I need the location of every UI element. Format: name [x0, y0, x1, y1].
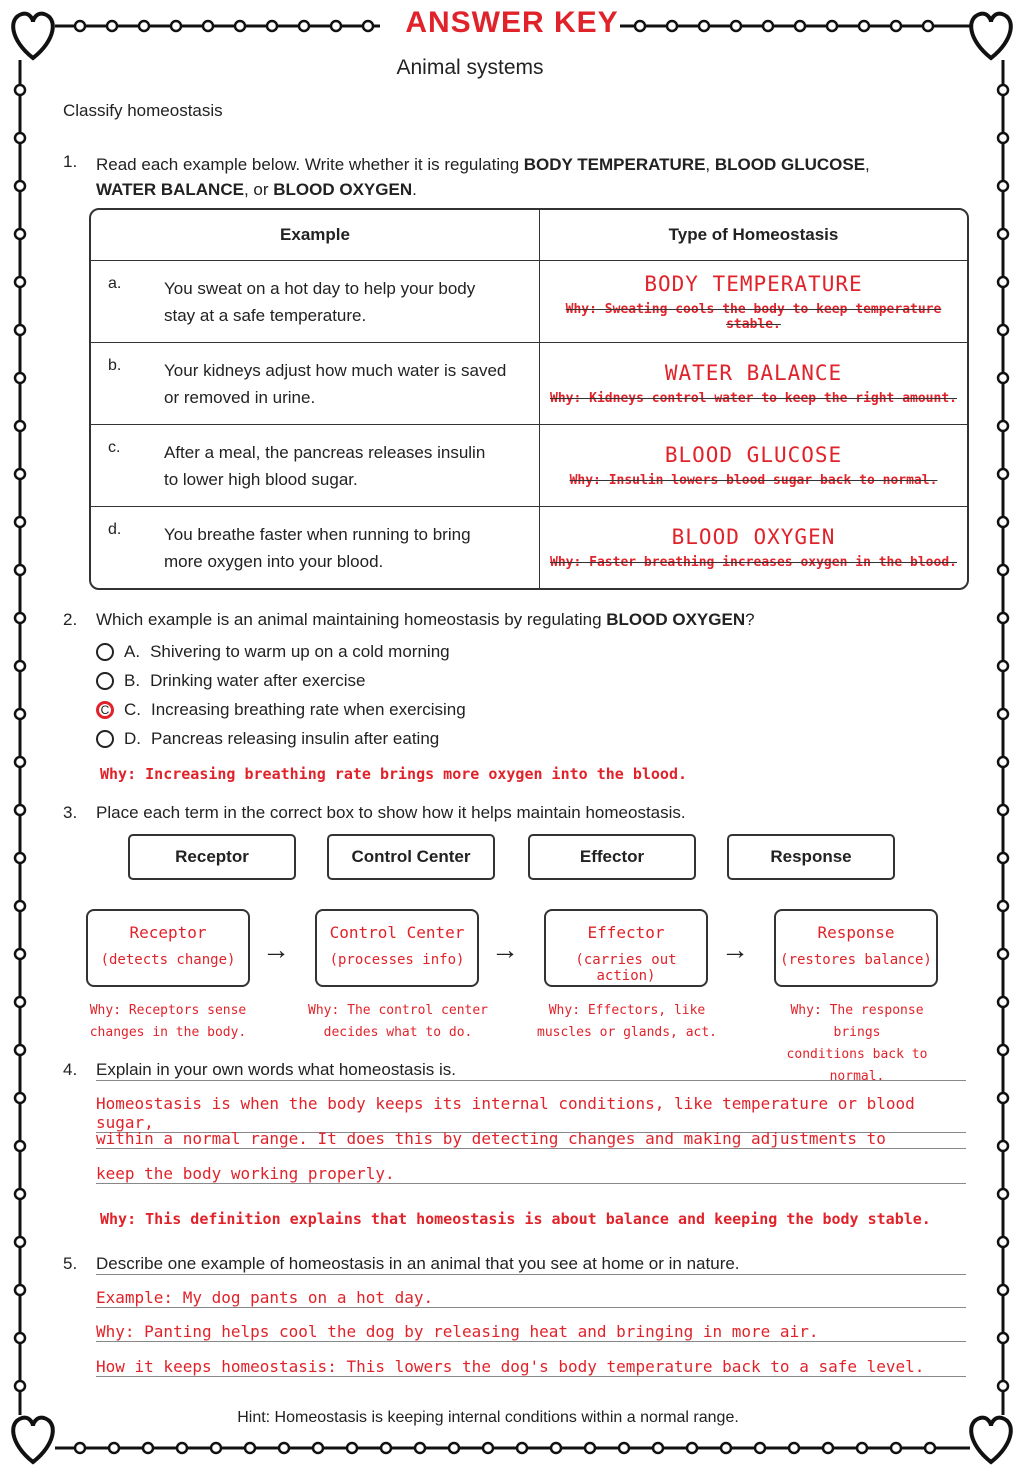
border-bead — [15, 85, 25, 95]
border-bead — [998, 1189, 1008, 1199]
border-bead — [15, 1189, 25, 1199]
border-bead — [998, 853, 1008, 863]
border-bead — [15, 709, 25, 719]
term-box-control-center[interactable]: Control Center — [327, 834, 495, 880]
why-line: decides what to do. — [323, 1025, 473, 1040]
border-bead — [857, 1443, 867, 1453]
question-4-prompt: Explain in your own words what homeostasis is. — [96, 1060, 966, 1081]
example-cell — [91, 425, 540, 507]
flow-step-name: Receptor — [129, 923, 207, 942]
border-bead — [998, 325, 1008, 335]
flow-why-receptor — [78, 1000, 258, 1044]
border-bead — [998, 661, 1008, 671]
term-box-response[interactable]: Response — [727, 834, 895, 880]
page-title: ANSWER KEY — [405, 6, 619, 39]
border-bead — [551, 1443, 561, 1453]
answer-line[interactable]: Example: My dog pants on a hot day. — [96, 1288, 966, 1308]
question-4-why: Why: This definition explains that homeostasis is about balance and keeping the body stable. — [100, 1210, 931, 1228]
type-cell[interactable] — [540, 425, 967, 507]
type-why: Why: Sweating cools the body to keep temperature stable. — [565, 301, 942, 332]
radio-bubble[interactable] — [96, 730, 114, 748]
heart-icon — [971, 1418, 1011, 1462]
example-line: You breathe faster when running to bring — [164, 524, 471, 544]
border-bead — [998, 757, 1008, 767]
table-header-example: Example — [91, 210, 540, 261]
arrow-right-icon: → — [262, 934, 290, 965]
table-row — [91, 261, 967, 343]
border-bead — [75, 1443, 85, 1453]
border-bead — [998, 85, 1008, 95]
hint-text: Hint: Homeostasis is keeping internal conditions within a normal range. — [237, 1409, 739, 1426]
border-bead — [998, 709, 1008, 719]
border-bead — [925, 1443, 935, 1453]
answer-line[interactable]: Homeostasis is when the body keeps its internal conditions, like temperature or blood sugar, — [96, 1094, 966, 1133]
selected-mark: C — [100, 703, 110, 717]
section-label: Classify homeostasis — [63, 101, 223, 120]
question-number: 3. — [63, 803, 78, 822]
prompt-line: WATER BALANCE, or BLOOD OXYGEN. — [96, 180, 417, 199]
type-why: Why: Kidneys control water to keep the right amount. — [550, 391, 957, 406]
type-answer: BLOOD GLUCOSE — [664, 443, 843, 467]
question-2-why: Why: Increasing breathing rate brings more oxygen into the blood. — [100, 765, 687, 783]
flow-box-control-center — [315, 909, 479, 987]
arrow-right-icon: → — [491, 934, 519, 965]
border-bead — [15, 661, 25, 671]
example-line: stay at a safe temperature. — [164, 305, 367, 325]
table-header-type: Type of Homeostasis — [540, 210, 967, 261]
border-bead — [998, 1237, 1008, 1247]
flow-step-desc: (processes info) — [329, 952, 465, 968]
border-bead — [415, 1443, 425, 1453]
border-bead — [998, 181, 1008, 191]
border-bead — [15, 1333, 25, 1343]
row-letter: c. — [108, 438, 121, 456]
border-bead — [177, 1443, 187, 1453]
answer-option-a[interactable] — [96, 642, 450, 662]
border-bead — [109, 1443, 119, 1453]
option-key: B. — [124, 671, 141, 690]
border-bead — [15, 1381, 25, 1391]
border-bead — [143, 1443, 153, 1453]
border-bead — [211, 1443, 221, 1453]
why-line: muscles or glands, act. — [537, 1025, 718, 1040]
example-text — [164, 357, 524, 411]
flow-box-response — [774, 909, 938, 987]
flow-box-receptor — [86, 909, 250, 987]
answer-line[interactable]: Why: Panting helps cool the dog by releasing heat and bringing in more air. — [96, 1322, 966, 1342]
term-box-receptor[interactable]: Receptor — [128, 834, 296, 880]
border-bead — [998, 1093, 1008, 1103]
example-cell — [91, 343, 540, 425]
border-bead — [998, 805, 1008, 815]
answer-line[interactable]: How it keeps homeostasis: This lowers the dog's body temperature back to a safe level. — [96, 1357, 966, 1377]
example-text — [164, 275, 524, 329]
question-3-prompt: Place each term in the correct box to show how it helps maintain homeostasis. — [96, 803, 686, 822]
border-bead — [998, 421, 1008, 431]
border-bead — [449, 1443, 459, 1453]
border-bead — [998, 613, 1008, 623]
border-bead — [998, 517, 1008, 527]
border-bead — [15, 613, 25, 623]
question-2-prompt: Which example is an animal maintaining homeostasis by regulating BLOOD OXYGEN? — [96, 610, 755, 629]
border-bead — [15, 181, 25, 191]
prompt-line: Read each example below. Write whether it is regulating BODY TEMPERATURE, BLOOD GLUCOSE, — [96, 155, 870, 174]
row-letter: b. — [108, 356, 122, 374]
question-5-prompt: Describe one example of homeostasis in an animal that you see at home or in nature. — [96, 1254, 966, 1275]
border-bead — [15, 949, 25, 959]
border-bead — [15, 469, 25, 479]
border-bead — [998, 949, 1008, 959]
table-row — [91, 343, 967, 425]
border-bead — [998, 565, 1008, 575]
border-bead — [721, 1443, 731, 1453]
type-cell[interactable] — [540, 343, 967, 425]
border-bead — [998, 133, 1008, 143]
radio-bubble[interactable] — [96, 672, 114, 690]
example-line: Your kidneys adjust how much water is saved — [164, 360, 507, 380]
answer-option-d[interactable] — [96, 729, 439, 749]
option-text: Shivering to warm up on a cold morning — [150, 642, 450, 661]
border-bead — [15, 997, 25, 1007]
example-line: After a meal, the pancreas releases insulin — [164, 442, 486, 462]
border-bead — [15, 757, 25, 767]
border-bead — [15, 1093, 25, 1103]
radio-bubble[interactable] — [96, 643, 114, 661]
border-bead — [15, 133, 25, 143]
border-bead — [998, 997, 1008, 1007]
question-1-prompt — [96, 152, 966, 202]
border-bead — [998, 1381, 1008, 1391]
term-box-effector[interactable]: Effector — [528, 834, 696, 880]
border-bead — [15, 517, 25, 527]
border-bead — [998, 373, 1008, 383]
border-bead — [998, 229, 1008, 239]
option-text: Pancreas releasing insulin after eating — [151, 729, 440, 748]
flow-step-desc: (detects change) — [100, 952, 236, 968]
question-number: 4. — [63, 1060, 78, 1079]
question-number: 2. — [63, 610, 78, 629]
table-row — [91, 507, 967, 588]
border-bead — [687, 1443, 697, 1453]
option-text: Increasing breathing rate when exercising — [151, 700, 466, 719]
type-answer: BODY TEMPERATURE — [644, 271, 863, 296]
type-why: Why: Faster breathing increases oxygen in the blood. — [550, 555, 957, 570]
border-bead — [998, 1141, 1008, 1151]
flow-box-effector — [544, 909, 708, 987]
example-line: to lower high blood sugar. — [164, 469, 358, 489]
border-bead — [891, 1443, 901, 1453]
example-line: You sweat on a hot day to help your body — [164, 278, 476, 298]
border-bead — [15, 1045, 25, 1055]
arrow-right-icon: → — [721, 934, 749, 965]
answer-option-c[interactable] — [96, 700, 466, 720]
border-bead — [755, 1443, 765, 1453]
example-text — [164, 439, 524, 493]
question-number: 5. — [63, 1254, 78, 1273]
border-bead — [653, 1443, 663, 1453]
border-bead — [15, 901, 25, 911]
table-row — [91, 425, 967, 507]
border-bead — [998, 277, 1008, 287]
border-bead — [15, 1285, 25, 1295]
flow-step-desc: (carries out action) — [575, 952, 677, 984]
row-letter: d. — [108, 520, 122, 538]
example-cell — [91, 261, 540, 343]
border-bead — [483, 1443, 493, 1453]
type-answer: BLOOD OXYGEN — [671, 525, 836, 549]
example-line: more oxygen into your blood. — [164, 551, 384, 571]
flow-step-desc: (restores balance) — [780, 952, 932, 968]
border-bead — [381, 1443, 391, 1453]
border-bead — [15, 421, 25, 431]
border-bead — [313, 1443, 323, 1453]
flow-step-name: Response — [817, 923, 895, 942]
type-cell[interactable] — [540, 507, 967, 588]
border-bead — [245, 1443, 255, 1453]
example-text — [164, 521, 524, 575]
row-letter: a. — [108, 274, 122, 292]
border-bead — [998, 1045, 1008, 1055]
border-bead — [998, 901, 1008, 911]
border-bead — [15, 373, 25, 383]
border-bead — [619, 1443, 629, 1453]
option-key: A. — [124, 642, 141, 661]
type-why: Why: Insulin lowers blood sugar back to normal. — [569, 473, 938, 488]
border-bead — [15, 1141, 25, 1151]
option-text: Drinking water after exercise — [150, 671, 366, 690]
example-line: or removed in urine. — [164, 387, 316, 407]
border-bead — [998, 469, 1008, 479]
type-cell[interactable] — [540, 261, 967, 343]
border-bead — [347, 1443, 357, 1453]
why-line: Why: The control center — [308, 1003, 489, 1018]
border-bead — [998, 1285, 1008, 1295]
flow-why-control-center — [308, 1000, 488, 1044]
type-answer: WATER BALANCE — [664, 361, 843, 385]
example-cell — [91, 507, 540, 588]
border-bead — [998, 1333, 1008, 1343]
why-line: conditions back to normal. — [786, 1047, 928, 1084]
why-line: Why: The response brings — [790, 1003, 924, 1040]
border-bead — [15, 853, 25, 863]
answer-line[interactable]: keep the body working properly. — [96, 1164, 966, 1184]
border-bead — [517, 1443, 527, 1453]
border-bead — [823, 1443, 833, 1453]
option-key: D. — [124, 729, 141, 748]
answer-line[interactable]: within a normal range. It does this by detecting changes and making adjustments to — [96, 1129, 966, 1149]
question-number: 1. — [63, 152, 78, 171]
worksheet-subtitle: Animal systems — [396, 56, 544, 79]
border-bead — [279, 1443, 289, 1453]
border-bead — [15, 565, 25, 575]
flow-why-effector — [537, 1000, 717, 1044]
border-bead — [15, 1237, 25, 1247]
radio-bubble[interactable] — [96, 701, 114, 719]
border-bead — [585, 1443, 595, 1453]
border-bead — [15, 277, 25, 287]
border-bead — [789, 1443, 799, 1453]
why-line: Why: Receptors sense — [89, 1003, 247, 1018]
border-bead — [15, 805, 25, 815]
why-line: changes in the body. — [89, 1025, 247, 1040]
flow-step-name: Effector — [587, 923, 665, 942]
option-key: C. — [124, 700, 141, 719]
flow-step-name: Control Center — [329, 923, 465, 942]
why-line: Why: Effectors, like — [548, 1003, 706, 1018]
answer-option-b[interactable] — [96, 671, 365, 691]
homeostasis-table — [89, 208, 969, 590]
border-bead — [15, 229, 25, 239]
border-bead — [15, 325, 25, 335]
